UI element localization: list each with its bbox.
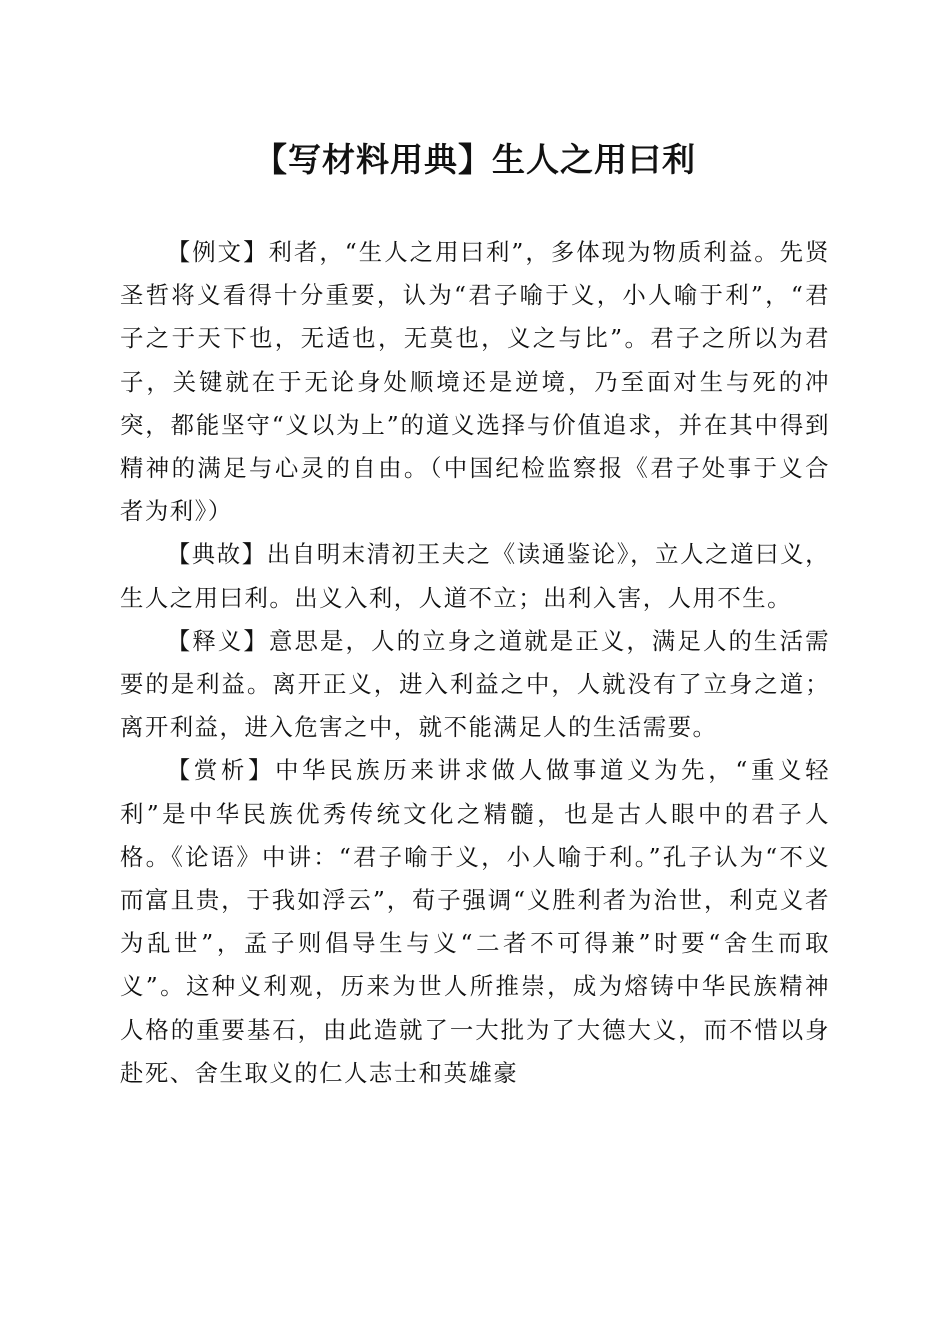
document-body bbox=[120, 231, 830, 1095]
page-title: 【写材料用典】生人之用曰利 bbox=[254, 140, 696, 179]
paragraph-example bbox=[120, 231, 830, 533]
paragraph-interpretation bbox=[120, 620, 830, 750]
paragraph-allusion bbox=[120, 533, 830, 619]
paragraph-label: 【例文】 bbox=[166, 238, 269, 266]
paragraph-appreciation bbox=[120, 749, 830, 1095]
paragraph-label: 【释义】 bbox=[166, 626, 269, 655]
paragraph-text: 出自明末清初王夫之《读通鉴论》，立人之道曰义，生人之用曰利。出义入利，人道不立；出利入害，人用不生。 bbox=[120, 540, 830, 612]
paragraph-label: 【典故】 bbox=[166, 540, 267, 569]
paragraph-label: 【赏析】 bbox=[166, 756, 276, 785]
paragraph-text: 意思是，人的立身之道就是正义，满足人的生活需要的是利益。离开正义，进入利益之中，人就没有了立身之道；离开利益，进入危害之中，就不能满足人的生活需要。 bbox=[120, 626, 831, 742]
paragraph-text: 利者，“生人之用曰利”，多体现为物质利益。先贤圣哲将义看得十分重要，认为“君子喻于义，小人喻于利”，“君子之于天下也，无适也，无莫也，义之与比”。君子之所以为君子，关键就在于无论身处顺境还是逆境，乃至面对生与死的冲突，都能坚守“义以为上”的道义选择与价值追求，并在其中得到精神的满足与心灵的自由。（中国纪检监察报《君子处事于义合者为利》） bbox=[120, 238, 830, 526]
paragraph-text: 中华民族历来讲求做人做事道义为先，“重义轻利”是中华民族优秀传统文化之精髓，也是古人眼中的君子人格。《论语》中讲：“君子喻于义，小人喻于利。”孔子认为“不义而富且贵，于我如浮云”，荀子强调“义胜利者为治世，利克义者为乱世”，孟子则倡导生与义“二者不可得兼”时要“舍生而取义”。这种义利观，历来为世人所推崇，成为熔铸中华民族精神人格的重要基石，由此造就了一大批为了大德大义，而不惜以身赴死、舍生取义的仁人志士和英雄豪 bbox=[120, 756, 830, 1087]
